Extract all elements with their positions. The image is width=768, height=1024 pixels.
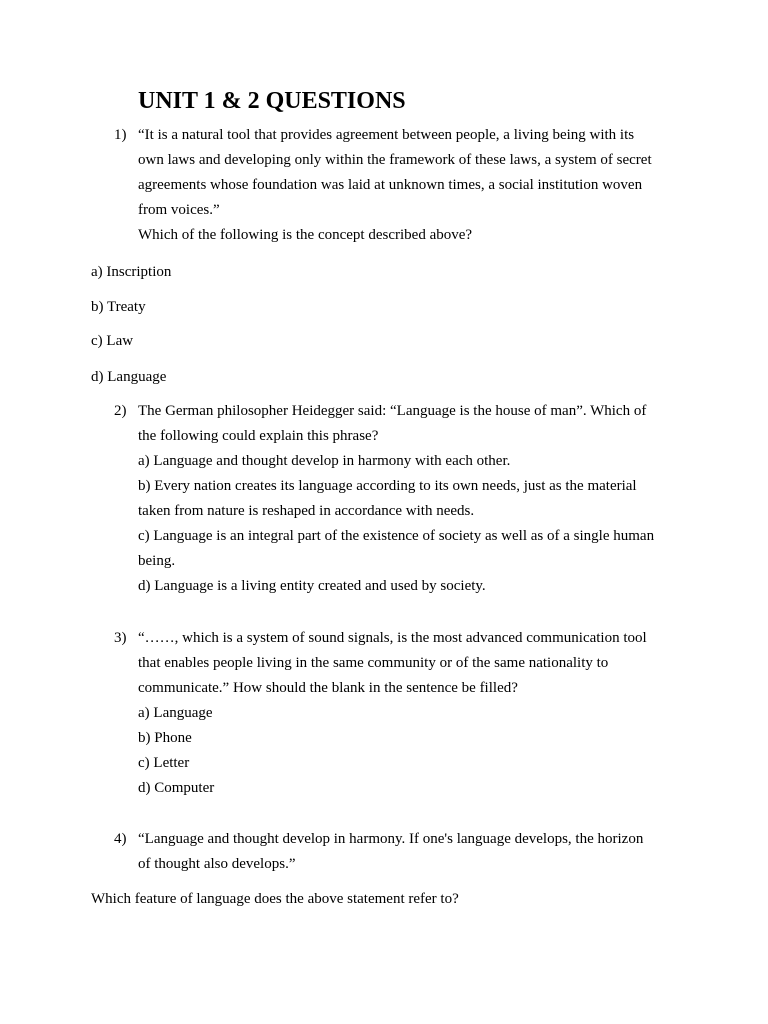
question-1-option-d: d) Language	[91, 369, 167, 385]
question-1-option-a: a) Inscription	[91, 264, 172, 280]
question-2-option-a: a) Language and thought develop in harmony with each other.	[138, 453, 511, 469]
question-3-text	[138, 626, 678, 801]
question-2-option-c: c) Language is an integral part of the existence of society as well as of a single human	[138, 528, 655, 544]
question-2-option-d: d) Language is a living entity created and used by society.	[138, 578, 486, 594]
question-3-number: 3)	[114, 630, 127, 646]
question-4-number: 4)	[114, 831, 127, 847]
question-1-option-c: c) Law	[91, 333, 134, 349]
question-1-line: from voices.”	[138, 202, 220, 218]
question-4-line: “Language and thought develop in harmony. If one's language develops, the horizon	[138, 831, 644, 847]
question-2-option-c: being.	[138, 553, 176, 569]
question-3-line: that enables people living in the same community or of the same nationality to	[138, 655, 609, 671]
question-1-line: agreements whose foundation was laid at unknown times, a social institution woven	[138, 177, 643, 193]
question-2-text	[138, 399, 678, 599]
question-2-option-b: taken from nature is reshaped in accordance with needs.	[138, 503, 475, 519]
question-4-followup: Which feature of language does the above statement refer to?	[91, 891, 459, 907]
question-1-line: “It is a natural tool that provides agreement between people, a living being with its	[138, 127, 635, 143]
question-3-option-c: c) Letter	[138, 755, 190, 771]
question-1-line: Which of the following is the concept described above?	[138, 227, 473, 243]
question-2-number: 2)	[114, 403, 127, 419]
question-1-text	[138, 123, 678, 248]
question-4-line: of thought also develops.”	[138, 856, 296, 872]
question-1-line: own laws and developing only within the framework of these laws, a system of secret	[138, 152, 652, 168]
question-4-text	[138, 827, 678, 877]
question-3-line: communicate.” How should the blank in the sentence be filled?	[138, 680, 518, 696]
question-3-option-d: d) Computer	[138, 780, 215, 796]
question-1-number: 1)	[114, 127, 127, 143]
question-2-line: the following could explain this phrase?	[138, 428, 379, 444]
page-title: UNIT 1 & 2 QUESTIONS	[138, 88, 406, 114]
question-2-line: The German philosopher Heidegger said: “Language is the house of man”. Which of	[138, 403, 647, 419]
question-3-option-a: a) Language	[138, 705, 213, 721]
question-3-option-b: b) Phone	[138, 730, 192, 746]
question-3-line: “……, which is a system of sound signals, is the most advanced communication tool	[138, 630, 647, 646]
question-2-option-b: b) Every nation creates its language according to its own needs, just as the material	[138, 478, 637, 494]
question-1-option-b: b) Treaty	[91, 299, 146, 315]
